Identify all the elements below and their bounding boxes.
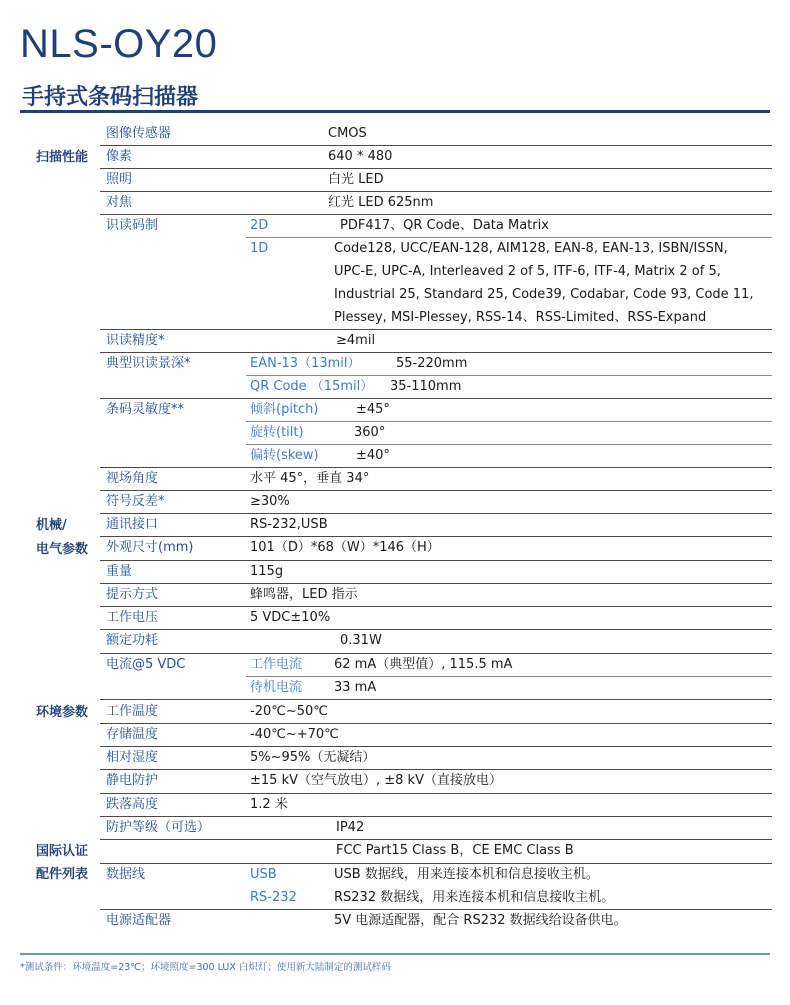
- spec-value: 5 VDC±10%: [250, 610, 331, 625]
- spec-value: ±40°: [356, 448, 390, 463]
- spec-value: 115g: [250, 564, 284, 579]
- spec-value: USB 数据线，用来连接本机和信息接收主机。: [334, 867, 599, 882]
- spec-label: 像素: [106, 149, 133, 164]
- spec-label: 电源适配器: [106, 913, 172, 928]
- spec-value: RS-232,USB: [250, 517, 328, 532]
- spec-label: 防护等级（可选）: [106, 820, 211, 835]
- spec-value: 62 mA（典型值）, 115.5 mA: [334, 657, 513, 672]
- section-environment: 环境参数: [36, 705, 89, 720]
- spec-value: CMOS: [328, 126, 367, 141]
- spec-value: 33 mA: [334, 680, 377, 695]
- spec-label: 提示方式: [106, 587, 159, 602]
- spec-label: 符号反差*: [106, 494, 165, 509]
- spec-row-esd: [100, 769, 772, 794]
- spec-value: ≥4mil: [336, 333, 376, 348]
- spec-row-certification: [100, 839, 772, 864]
- spec-row-ip-rating: [100, 816, 772, 840]
- spec-sublabel: EAN-13（13mil）: [250, 356, 361, 371]
- spec-label: 电流@5 VDC: [106, 657, 186, 672]
- spec-subrow-standby-current: [246, 676, 772, 699]
- spec-label: 识读码制: [106, 218, 159, 233]
- spec-value: 640 * 480: [328, 149, 393, 164]
- spec-sublabel: 倾斜(pitch): [250, 402, 319, 417]
- spec-row-dimensions: [100, 536, 772, 561]
- spec-label: 对焦: [106, 195, 133, 210]
- spec-value: IP42: [336, 820, 365, 835]
- spec-value: 55-220mm: [396, 356, 468, 371]
- spec-row-fov: [100, 467, 772, 491]
- spec-sublabel: 工作电流: [250, 657, 303, 672]
- spec-value: 360°: [354, 425, 386, 440]
- spec-row-operating-temp: [100, 700, 772, 724]
- spec-subrow-rs232: [246, 886, 772, 909]
- spec-label: 识读精度*: [106, 333, 165, 348]
- spec-subrow-ean13: [246, 352, 772, 376]
- spec-value: RS232 数据线，用来连接本机和信息接收主机。: [334, 890, 615, 905]
- spec-label: 条码灵敏度**: [106, 402, 185, 417]
- spec-label: 图像传感器: [106, 126, 172, 141]
- spec-sublabel: 待机电流: [250, 680, 303, 695]
- section-mechanical-line1: 机械/: [36, 518, 67, 533]
- spec-value: ±15 kV（空气放电）, ±8 kV（直接放电）: [250, 773, 502, 788]
- spec-sublabel: 2D: [250, 218, 269, 233]
- spec-value: 蜂鸣器，LED 指示: [250, 587, 358, 602]
- spec-row-aiming: [100, 191, 772, 215]
- spec-subrow-working-current: [246, 653, 772, 677]
- spec-value: FCC Part15 Class B，CE EMC Class B: [336, 843, 574, 858]
- spec-label: 工作电压: [106, 610, 159, 625]
- spec-sublabel: 偏转(skew): [250, 448, 319, 463]
- spec-label: 存储温度: [106, 727, 159, 742]
- spec-value: Code128, UCC/EAN-128, AIM128, EAN-8, EAN-13, ISBN/ISSN, UPC-E, UPC-A, Interleaved 2 of 5, ITF-6, ITF-4, Matrix 2 of 5, Industrial 25, Standard 25, Code39, Codabar, Code 93, Code 11, Plessey, MSI-Plessey, RSS-14、RSS-Limited、RSS-Expand: [334, 241, 754, 325]
- spec-value: 水平 45°，垂直 34°: [250, 471, 370, 486]
- spec-label: 数据线: [106, 867, 146, 882]
- spec-subrow-pitch: [246, 398, 772, 422]
- spec-subrow-qrcode: [246, 375, 772, 398]
- spec-value: -40℃~+70℃: [250, 727, 339, 742]
- spec-subrow-2d: [246, 214, 772, 238]
- spec-value: 5%~95%（无凝结）: [250, 750, 376, 765]
- spec-row-illumination: [100, 168, 772, 192]
- spec-value: 红光 LED 625nm: [328, 195, 434, 210]
- spec-row-drop: [100, 793, 772, 817]
- spec-value: 35-110mm: [390, 379, 462, 394]
- spec-row-notification: [100, 583, 772, 607]
- spec-label: 视场角度: [106, 471, 159, 486]
- spec-sublabel: USB: [250, 867, 277, 882]
- spec-row-resolution: [100, 145, 772, 169]
- spec-value: 0.31W: [340, 633, 382, 648]
- spec-row-contrast: [100, 490, 772, 514]
- footer-rule: [20, 953, 770, 955]
- spec-label: 额定功耗: [106, 633, 159, 648]
- spec-label: 照明: [106, 172, 133, 187]
- spec-row-power: [100, 629, 772, 654]
- spec-sublabel: RS-232: [250, 890, 297, 905]
- spec-row-precision: [100, 329, 772, 353]
- test-conditions-footnote: *测试条件：环境温度=23℃；环境照度=300 LUX 白炽灯；使用新大陆制定的测试样码: [20, 962, 391, 973]
- spec-value: ±45°: [356, 402, 390, 417]
- spec-label: 相对湿度: [106, 750, 159, 765]
- spec-sublabel: 旋转(tilt): [250, 425, 304, 440]
- spec-value: PDF417、QR Code、Data Matrix: [340, 218, 549, 233]
- section-mechanical-line2: 电气参数: [36, 542, 89, 557]
- spec-label: 工作温度: [106, 704, 159, 719]
- spec-label: 通讯接口: [106, 517, 159, 532]
- spec-sublabel: 1D: [250, 241, 269, 256]
- spec-subrow-tilt: [246, 421, 772, 445]
- spec-value: 5V 电源适配器，配合 RS232 数据线给设备供电。: [334, 913, 627, 928]
- spec-row-voltage: [100, 606, 772, 630]
- spec-label: 重量: [106, 564, 133, 579]
- spec-value: 白光 LED: [328, 172, 384, 187]
- product-title: NLS-OY20: [20, 22, 218, 66]
- spec-row-interface: [100, 513, 772, 537]
- product-subtitle: 手持式条码扫描器: [22, 85, 199, 110]
- section-certification: 国际认证: [36, 844, 89, 859]
- section-scan-performance: 扫描性能: [36, 150, 89, 165]
- spec-row-adapter: [100, 909, 772, 932]
- spec-row-storage-temp: [100, 723, 772, 747]
- spec-label: 静电防护: [106, 773, 159, 788]
- spec-subrow-usb: [246, 863, 772, 886]
- spec-row-weight: [100, 560, 772, 584]
- spec-subrow-skew: [246, 444, 772, 467]
- spec-row-sensor: [100, 122, 772, 146]
- spec-value: ≥30%: [250, 494, 290, 509]
- spec-row-humidity: [100, 746, 772, 770]
- spec-value: 101（D）*68（W）*146（H）: [250, 540, 440, 555]
- spec-sublabel: QR Code （15mil）: [250, 379, 374, 394]
- spec-subrow-1d: [246, 237, 772, 329]
- spec-label: 跌落高度: [106, 797, 159, 812]
- spec-label: 外观尺寸(mm): [106, 540, 194, 555]
- spec-label: 典型识读景深*: [106, 356, 191, 371]
- section-accessories: 配件列表: [36, 867, 89, 882]
- spec-value: -20℃~50℃: [250, 704, 328, 719]
- spec-value: 1.2 米: [250, 797, 288, 812]
